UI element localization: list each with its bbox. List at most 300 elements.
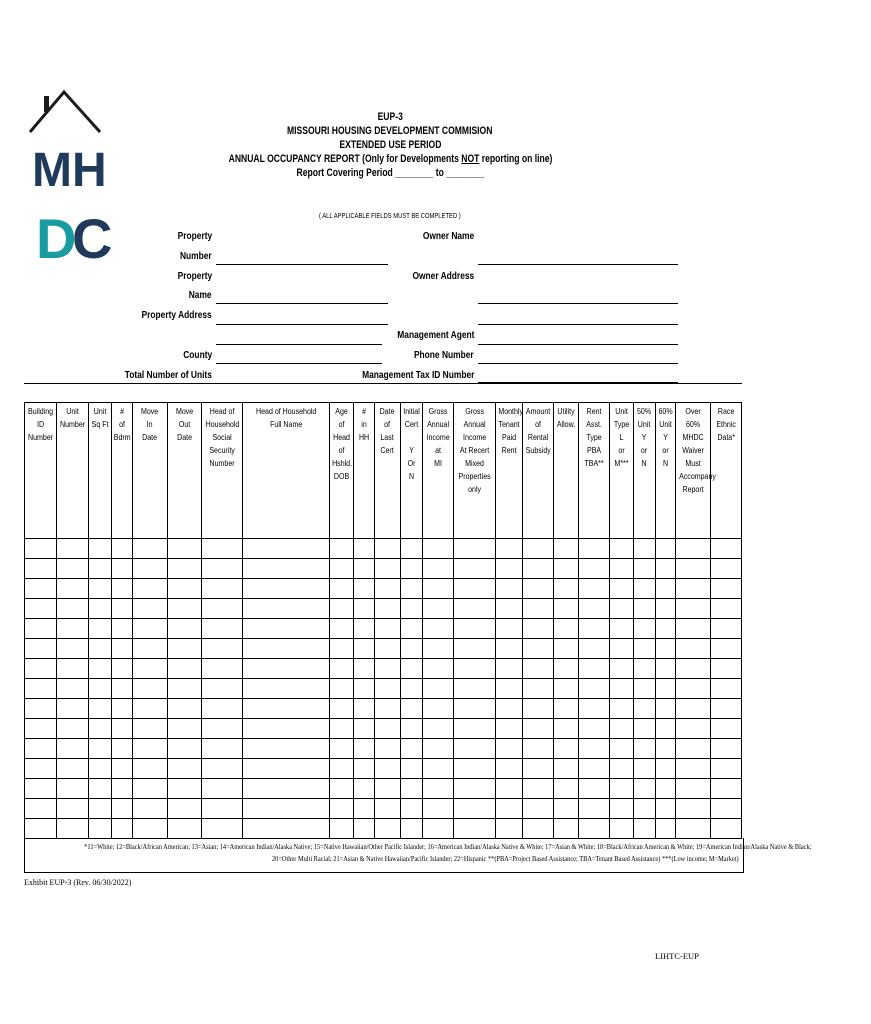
table-cell[interactable] (495, 679, 522, 699)
table-cell[interactable] (133, 739, 167, 759)
table-cell[interactable] (201, 639, 242, 659)
table-cell[interactable] (25, 559, 57, 579)
table-cell[interactable] (133, 799, 167, 819)
table-cell[interactable] (57, 619, 89, 639)
table-cell[interactable] (201, 739, 242, 759)
table-cell[interactable] (201, 579, 242, 599)
table-cell[interactable] (579, 659, 610, 679)
table-cell[interactable] (112, 619, 133, 639)
owner-name-field[interactable] (478, 264, 678, 265)
table-cell[interactable] (610, 699, 634, 719)
table-cell[interactable] (354, 599, 375, 619)
table-cell[interactable] (495, 799, 522, 819)
table-cell[interactable] (610, 779, 634, 799)
table-cell[interactable] (112, 779, 133, 799)
table-cell[interactable] (242, 599, 329, 619)
table-cell[interactable] (400, 599, 422, 619)
table-cell[interactable] (495, 539, 522, 559)
table-cell[interactable] (25, 699, 57, 719)
table-cell[interactable] (112, 699, 133, 719)
table-cell[interactable] (201, 759, 242, 779)
table-cell[interactable] (89, 779, 112, 799)
table-cell[interactable] (710, 539, 741, 559)
table-cell[interactable] (522, 799, 553, 819)
property-address-field-2[interactable] (216, 344, 382, 345)
table-cell[interactable] (453, 699, 495, 719)
table-cell[interactable] (354, 639, 375, 659)
table-cell[interactable] (675, 619, 710, 639)
table-cell[interactable] (57, 819, 89, 839)
table-cell[interactable] (201, 599, 242, 619)
table-cell[interactable] (354, 779, 375, 799)
table-cell[interactable] (422, 639, 453, 659)
table-cell[interactable] (453, 539, 495, 559)
table-cell[interactable] (422, 719, 453, 739)
table-cell[interactable] (57, 539, 89, 559)
table-cell[interactable] (112, 559, 133, 579)
table-cell[interactable] (495, 699, 522, 719)
table-cell[interactable] (57, 559, 89, 579)
table-cell[interactable] (610, 559, 634, 579)
table-cell[interactable] (375, 619, 400, 639)
table-cell[interactable] (579, 599, 610, 619)
table-cell[interactable] (554, 639, 579, 659)
table-cell[interactable] (330, 559, 354, 579)
table-cell[interactable] (634, 599, 655, 619)
table-cell[interactable] (167, 759, 201, 779)
table-cell[interactable] (400, 679, 422, 699)
table-cell[interactable] (112, 539, 133, 559)
table-cell[interactable] (422, 539, 453, 559)
table-cell[interactable] (710, 579, 741, 599)
table-cell[interactable] (354, 759, 375, 779)
table-cell[interactable] (610, 619, 634, 639)
table-cell[interactable] (167, 539, 201, 559)
table-cell[interactable] (453, 619, 495, 639)
table-cell[interactable] (375, 759, 400, 779)
table-cell[interactable] (495, 579, 522, 599)
table-cell[interactable] (634, 799, 655, 819)
table-cell[interactable] (554, 679, 579, 699)
table-cell[interactable] (133, 779, 167, 799)
table-cell[interactable] (89, 719, 112, 739)
table-cell[interactable] (201, 719, 242, 739)
table-cell[interactable] (375, 699, 400, 719)
table-cell[interactable] (453, 679, 495, 699)
owner-address-field-2[interactable] (478, 324, 678, 325)
table-cell[interactable] (655, 739, 675, 759)
table-cell[interactable] (522, 779, 553, 799)
table-cell[interactable] (242, 579, 329, 599)
table-cell[interactable] (655, 639, 675, 659)
table-cell[interactable] (554, 539, 579, 559)
table-cell[interactable] (655, 559, 675, 579)
table-cell[interactable] (242, 719, 329, 739)
table-cell[interactable] (522, 539, 553, 559)
table-cell[interactable] (167, 699, 201, 719)
table-cell[interactable] (453, 739, 495, 759)
table-cell[interactable] (453, 659, 495, 679)
table-cell[interactable] (133, 719, 167, 739)
table-cell[interactable] (375, 579, 400, 599)
table-cell[interactable] (133, 699, 167, 719)
table-cell[interactable] (675, 539, 710, 559)
table-cell[interactable] (354, 719, 375, 739)
table-cell[interactable] (634, 779, 655, 799)
table-cell[interactable] (422, 679, 453, 699)
table-cell[interactable] (579, 679, 610, 699)
table-cell[interactable] (495, 759, 522, 779)
table-cell[interactable] (133, 539, 167, 559)
table-cell[interactable] (25, 799, 57, 819)
table-cell[interactable] (242, 639, 329, 659)
table-cell[interactable] (242, 539, 329, 559)
table-cell[interactable] (375, 719, 400, 739)
table-cell[interactable] (400, 579, 422, 599)
table-cell[interactable] (579, 639, 610, 659)
table-cell[interactable] (133, 679, 167, 699)
table-cell[interactable] (112, 759, 133, 779)
table-cell[interactable] (201, 619, 242, 639)
table-cell[interactable] (354, 659, 375, 679)
table-cell[interactable] (133, 559, 167, 579)
table-cell[interactable] (375, 659, 400, 679)
table-cell[interactable] (610, 819, 634, 839)
table-cell[interactable] (634, 539, 655, 559)
table-cell[interactable] (354, 619, 375, 639)
table-cell[interactable] (89, 639, 112, 659)
table-cell[interactable] (710, 639, 741, 659)
table-cell[interactable] (495, 639, 522, 659)
table-cell[interactable] (400, 539, 422, 559)
owner-address-field-1[interactable] (478, 303, 678, 304)
table-cell[interactable] (610, 719, 634, 739)
table-cell[interactable] (167, 719, 201, 739)
table-cell[interactable] (579, 579, 610, 599)
table-cell[interactable] (354, 579, 375, 599)
table-cell[interactable] (400, 819, 422, 839)
table-cell[interactable] (710, 659, 741, 679)
table-cell[interactable] (167, 599, 201, 619)
table-cell[interactable] (133, 619, 167, 639)
table-cell[interactable] (522, 699, 553, 719)
table-cell[interactable] (201, 659, 242, 679)
table-cell[interactable] (112, 719, 133, 739)
table-cell[interactable] (167, 679, 201, 699)
table-cell[interactable] (167, 799, 201, 819)
table-cell[interactable] (634, 699, 655, 719)
table-cell[interactable] (57, 659, 89, 679)
table-cell[interactable] (453, 799, 495, 819)
table-cell[interactable] (495, 739, 522, 759)
table-cell[interactable] (354, 539, 375, 559)
table-cell[interactable] (375, 679, 400, 699)
table-cell[interactable] (422, 799, 453, 819)
table-cell[interactable] (655, 779, 675, 799)
table-cell[interactable] (495, 659, 522, 679)
table-cell[interactable] (375, 819, 400, 839)
table-cell[interactable] (89, 699, 112, 719)
table-cell[interactable] (201, 699, 242, 719)
table-cell[interactable] (655, 599, 675, 619)
table-cell[interactable] (522, 559, 553, 579)
table-cell[interactable] (710, 619, 741, 639)
table-cell[interactable] (610, 799, 634, 819)
table-cell[interactable] (522, 679, 553, 699)
table-cell[interactable] (112, 739, 133, 759)
table-cell[interactable] (201, 779, 242, 799)
table-cell[interactable] (167, 779, 201, 799)
table-cell[interactable] (57, 799, 89, 819)
table-cell[interactable] (242, 819, 329, 839)
table-cell[interactable] (522, 719, 553, 739)
table-cell[interactable] (112, 599, 133, 619)
table-cell[interactable] (522, 819, 553, 839)
table-cell[interactable] (400, 719, 422, 739)
table-cell[interactable] (675, 659, 710, 679)
table-cell[interactable] (495, 719, 522, 739)
table-cell[interactable] (579, 699, 610, 719)
table-cell[interactable] (453, 639, 495, 659)
table-cell[interactable] (25, 819, 57, 839)
table-cell[interactable] (354, 679, 375, 699)
table-cell[interactable] (242, 679, 329, 699)
table-cell[interactable] (710, 559, 741, 579)
table-cell[interactable] (579, 799, 610, 819)
table-cell[interactable] (579, 559, 610, 579)
table-cell[interactable] (579, 759, 610, 779)
table-cell[interactable] (422, 699, 453, 719)
table-cell[interactable] (25, 579, 57, 599)
table-cell[interactable] (710, 819, 741, 839)
table-cell[interactable] (57, 719, 89, 739)
table-cell[interactable] (330, 699, 354, 719)
table-cell[interactable] (655, 719, 675, 739)
table-cell[interactable] (634, 559, 655, 579)
table-cell[interactable] (554, 599, 579, 619)
table-cell[interactable] (579, 719, 610, 739)
table-cell[interactable] (354, 739, 375, 759)
table-cell[interactable] (167, 659, 201, 679)
table-cell[interactable] (655, 759, 675, 779)
table-cell[interactable] (25, 619, 57, 639)
table-cell[interactable] (375, 779, 400, 799)
table-cell[interactable] (655, 699, 675, 719)
table-cell[interactable] (634, 619, 655, 639)
table-cell[interactable] (522, 619, 553, 639)
table-cell[interactable] (675, 559, 710, 579)
table-cell[interactable] (57, 599, 89, 619)
table-cell[interactable] (422, 759, 453, 779)
table-cell[interactable] (610, 539, 634, 559)
table-cell[interactable] (242, 659, 329, 679)
table-cell[interactable] (634, 639, 655, 659)
table-cell[interactable] (354, 559, 375, 579)
table-cell[interactable] (554, 719, 579, 739)
table-cell[interactable] (25, 599, 57, 619)
table-cell[interactable] (400, 639, 422, 659)
table-cell[interactable] (422, 819, 453, 839)
table-cell[interactable] (675, 719, 710, 739)
table-cell[interactable] (634, 579, 655, 599)
table-cell[interactable] (242, 759, 329, 779)
table-cell[interactable] (242, 619, 329, 639)
table-cell[interactable] (57, 759, 89, 779)
table-cell[interactable] (242, 559, 329, 579)
table-cell[interactable] (201, 799, 242, 819)
table-cell[interactable] (400, 619, 422, 639)
table-cell[interactable] (354, 799, 375, 819)
table-cell[interactable] (710, 759, 741, 779)
table-cell[interactable] (554, 699, 579, 719)
table-cell[interactable] (710, 739, 741, 759)
table-cell[interactable] (422, 579, 453, 599)
table-cell[interactable] (422, 559, 453, 579)
table-cell[interactable] (89, 599, 112, 619)
table-cell[interactable] (330, 599, 354, 619)
table-cell[interactable] (554, 659, 579, 679)
property-number-field[interactable] (216, 264, 388, 265)
table-cell[interactable] (89, 619, 112, 639)
table-cell[interactable] (201, 679, 242, 699)
table-cell[interactable] (554, 779, 579, 799)
table-cell[interactable] (330, 739, 354, 759)
table-cell[interactable] (133, 819, 167, 839)
table-cell[interactable] (112, 799, 133, 819)
table-cell[interactable] (375, 799, 400, 819)
table-cell[interactable] (655, 619, 675, 639)
table-cell[interactable] (330, 799, 354, 819)
table-cell[interactable] (57, 699, 89, 719)
table-cell[interactable] (57, 779, 89, 799)
table-cell[interactable] (167, 559, 201, 579)
table-cell[interactable] (201, 559, 242, 579)
table-cell[interactable] (675, 779, 710, 799)
table-cell[interactable] (422, 659, 453, 679)
table-cell[interactable] (453, 599, 495, 619)
table-cell[interactable] (634, 719, 655, 739)
table-cell[interactable] (57, 639, 89, 659)
table-cell[interactable] (675, 679, 710, 699)
table-cell[interactable] (89, 799, 112, 819)
table-cell[interactable] (375, 539, 400, 559)
table-cell[interactable] (522, 739, 553, 759)
table-cell[interactable] (89, 559, 112, 579)
table-cell[interactable] (375, 739, 400, 759)
table-cell[interactable] (400, 779, 422, 799)
table-cell[interactable] (634, 679, 655, 699)
table-cell[interactable] (655, 799, 675, 819)
table-cell[interactable] (242, 739, 329, 759)
table-cell[interactable] (133, 759, 167, 779)
table-cell[interactable] (25, 739, 57, 759)
table-cell[interactable] (375, 559, 400, 579)
table-cell[interactable] (330, 679, 354, 699)
table-cell[interactable] (375, 599, 400, 619)
table-cell[interactable] (495, 559, 522, 579)
table-cell[interactable] (655, 819, 675, 839)
table-cell[interactable] (675, 759, 710, 779)
table-cell[interactable] (400, 699, 422, 719)
property-address-field-1[interactable] (216, 324, 388, 325)
table-cell[interactable] (330, 539, 354, 559)
table-cell[interactable] (330, 579, 354, 599)
table-cell[interactable] (201, 819, 242, 839)
table-cell[interactable] (675, 799, 710, 819)
table-cell[interactable] (579, 619, 610, 639)
table-cell[interactable] (89, 819, 112, 839)
table-cell[interactable] (554, 819, 579, 839)
table-cell[interactable] (554, 759, 579, 779)
table-cell[interactable] (330, 639, 354, 659)
phone-number-field[interactable] (478, 363, 678, 364)
table-cell[interactable] (710, 799, 741, 819)
table-cell[interactable] (330, 779, 354, 799)
table-cell[interactable] (655, 679, 675, 699)
table-cell[interactable] (89, 679, 112, 699)
table-cell[interactable] (25, 759, 57, 779)
table-cell[interactable] (242, 779, 329, 799)
table-cell[interactable] (453, 579, 495, 599)
table-cell[interactable] (634, 739, 655, 759)
table-cell[interactable] (554, 619, 579, 639)
table-cell[interactable] (522, 759, 553, 779)
table-cell[interactable] (655, 659, 675, 679)
table-cell[interactable] (133, 639, 167, 659)
table-cell[interactable] (89, 739, 112, 759)
table-cell[interactable] (495, 779, 522, 799)
table-cell[interactable] (112, 579, 133, 599)
table-cell[interactable] (610, 659, 634, 679)
table-cell[interactable] (354, 699, 375, 719)
table-cell[interactable] (634, 659, 655, 679)
property-name-field[interactable] (216, 303, 388, 304)
table-cell[interactable] (167, 819, 201, 839)
table-cell[interactable] (330, 659, 354, 679)
table-cell[interactable] (375, 639, 400, 659)
table-cell[interactable] (89, 579, 112, 599)
table-cell[interactable] (400, 799, 422, 819)
table-cell[interactable] (242, 799, 329, 819)
table-cell[interactable] (710, 679, 741, 699)
table-cell[interactable] (25, 659, 57, 679)
table-cell[interactable] (25, 719, 57, 739)
table-cell[interactable] (422, 619, 453, 639)
table-cell[interactable] (554, 739, 579, 759)
table-cell[interactable] (112, 819, 133, 839)
table-cell[interactable] (554, 799, 579, 819)
table-cell[interactable] (89, 659, 112, 679)
table-cell[interactable] (495, 619, 522, 639)
table-cell[interactable] (710, 599, 741, 619)
county-field[interactable] (216, 363, 382, 364)
table-cell[interactable] (675, 699, 710, 719)
table-cell[interactable] (400, 659, 422, 679)
table-cell[interactable] (710, 699, 741, 719)
table-cell[interactable] (710, 719, 741, 739)
table-cell[interactable] (25, 539, 57, 559)
table-cell[interactable] (133, 659, 167, 679)
table-cell[interactable] (522, 579, 553, 599)
table-cell[interactable] (675, 599, 710, 619)
table-cell[interactable] (330, 759, 354, 779)
table-cell[interactable] (400, 739, 422, 759)
table-cell[interactable] (201, 539, 242, 559)
table-cell[interactable] (655, 579, 675, 599)
table-cell[interactable] (57, 579, 89, 599)
table-cell[interactable] (354, 819, 375, 839)
table-cell[interactable] (675, 819, 710, 839)
